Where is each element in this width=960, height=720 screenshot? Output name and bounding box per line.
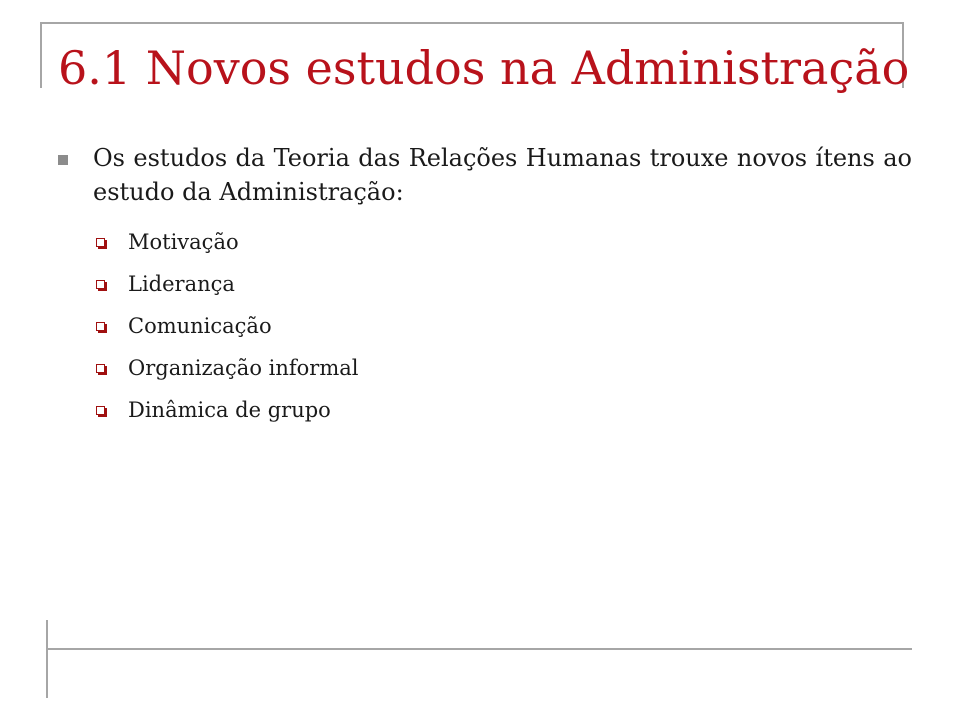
main-bullet [58, 141, 912, 209]
checkbox-bullet-icon [96, 406, 105, 415]
frame-left-line [40, 22, 42, 88]
sub-bullet-item [96, 390, 359, 432]
sub-bullet-text: Dinâmica de grupo [128, 398, 331, 422]
sub-bullet-item [96, 348, 359, 390]
slide-title: 6.1 Novos estudos na Administração [58, 41, 910, 95]
frame-bottom-left-line [46, 620, 48, 698]
checkbox-bullet-icon [96, 238, 105, 247]
sub-bullet-item [96, 222, 359, 264]
sub-bullet-text: Organização informal [128, 356, 359, 380]
square-bullet-icon [58, 155, 68, 165]
sub-bullet-list [96, 222, 359, 432]
frame-top-line [40, 22, 904, 24]
sub-bullet-text: Motivação [128, 230, 239, 254]
checkbox-bullet-icon [96, 322, 105, 331]
sub-bullet-item [96, 306, 359, 348]
checkbox-bullet-icon [96, 364, 105, 373]
sub-bullet-text: Comunicação [128, 314, 272, 338]
sub-bullet-item [96, 264, 359, 306]
frame-bottom-line [48, 648, 912, 650]
sub-bullet-text: Liderança [128, 272, 235, 296]
main-bullet-text: Os estudos da Teoria das Relações Humanas trouxe novos ítens ao estudo da Administração: [93, 144, 912, 206]
checkbox-bullet-icon [96, 280, 105, 289]
